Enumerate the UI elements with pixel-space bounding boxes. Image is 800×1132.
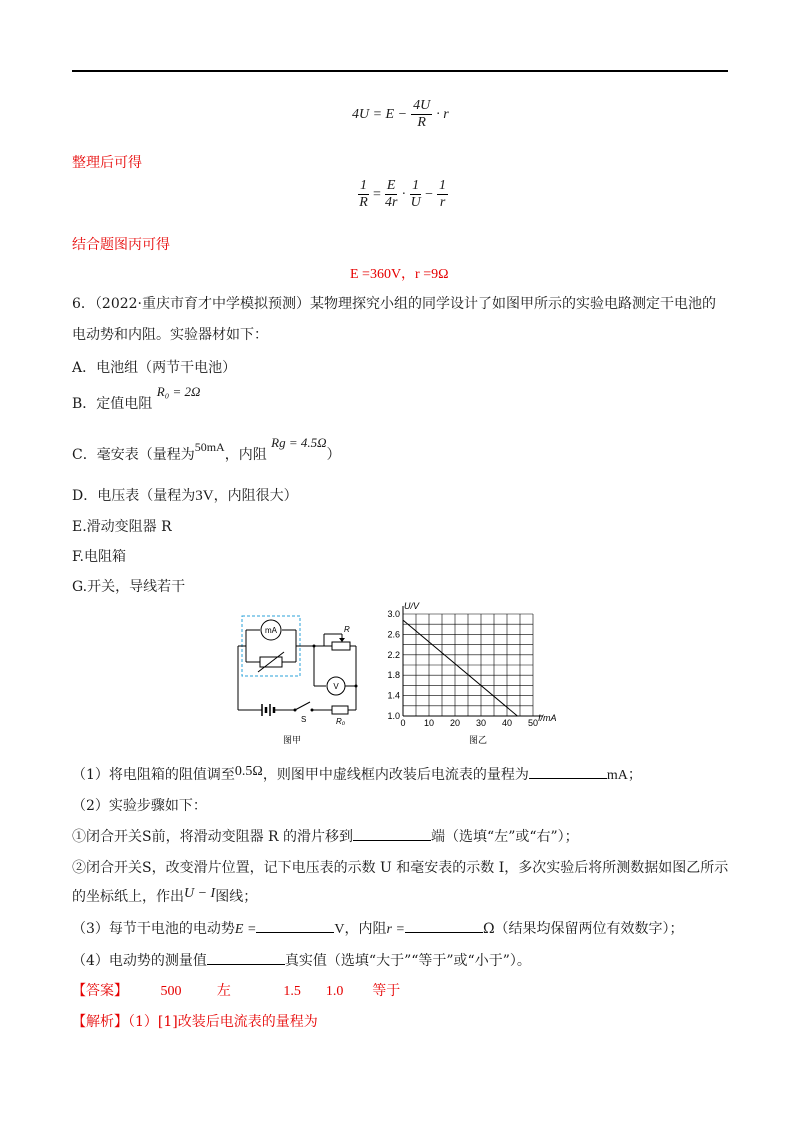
chart-ticks [387,609,538,728]
circuit-diagram [232,612,362,746]
step-text-2: 结合题图丙可得 [72,237,170,253]
q6-line1: 6．（2022·重庆市育才中学模拟预测）某物理探究小组的同学设计了如图甲所示的实验电路测定干电池的 [72,296,716,312]
y-tick-label: 1.4 [387,690,400,701]
chart-grid [403,606,543,716]
option-a: A．电池组（两节干电池） [72,360,237,376]
subquestion-4: （4）电动势的测量值 真实值（选填“大于”“等于”或“小于”）。 [72,950,531,970]
blank-2[interactable] [353,826,431,841]
eq1-right: · r [436,106,449,122]
r0-formula: R₀ = 2Ω [156,384,201,399]
blank-4[interactable] [405,918,483,933]
option-b: B．定值电阻 R₀ = 2Ω [72,384,201,412]
equation-1 [352,98,449,131]
y-tick-label: 1.0 [387,711,400,721]
y-tick-label: 1.8 [387,670,400,681]
eq1-left: 4U = E − [352,106,408,122]
eq2-term-b: $\frac{1}{U}$ [410,178,421,210]
step-b-line2: 的坐标纸上，作出U − I图线； [72,886,258,905]
equation-2: $\frac{1}{R}$ = $\frac{E}{4r}$ · $\frac{1}{U}$ − $\frac{1}{r}$ [359,178,447,210]
graph-caption: 图乙 [468,735,488,745]
x-axis-label: I/mA [538,713,557,723]
subquestion-2: （2）实验步骤如下： [72,798,207,814]
y-tick-label: 2.2 [387,649,400,660]
y-axis-label: U/V [404,601,420,611]
step-b-line1: ②闭合开关S，改变滑片位置，记下电压表的示数 U 和毫安表的示数 I，多次实验后将所测数据如图乙所示 [72,860,729,876]
x-tick-label: 0 [400,718,406,728]
svg-text:R: R [344,625,350,634]
svg-text:S: S [301,715,307,724]
rheostat-icon [332,642,350,650]
x-tick-label: 10 [423,718,435,728]
result-text: E =360V，r =9Ω [350,267,449,282]
x-tick-label: 20 [449,718,461,728]
y-tick-label: 3.0 [387,609,400,619]
blank-3[interactable] [256,918,334,933]
analysis-label: 【解析】 [72,1014,128,1030]
svg-text:V: V [333,682,339,691]
subquestion-1: （1）将电阻箱的阻值调至0.5Ω，则图甲中虚线框内改装后电流表的量程为 mA； [72,764,642,783]
top-rule [72,70,728,72]
circuit-caption: 图甲 [282,735,302,745]
eq2-lhs: $\frac{1}{R}$ [359,178,368,210]
u-i-chart [378,600,578,746]
switch-icon [295,702,310,710]
option-f: F.电阻箱 [72,549,126,565]
subquestion-3: （3）每节干电池的电动势E = V，内阻r = Ω（结果均保留两位有效数字）； [72,918,684,938]
svg-text:R₀: R₀ [336,717,346,726]
option-c: C．毫安表（量程为50mA，内阻 Rg = 4.5Ω） [72,435,341,463]
x-tick-label: 50 [527,718,539,728]
eq2-term-a: $\frac{E}{4r}$ [384,178,398,210]
blank-5[interactable] [207,950,285,965]
eq1-num: 4U [413,98,431,113]
step-text-1: 整理后可得 [72,155,142,171]
analysis-line: 【解析】（1）[1]改装后电流表的量程为 [72,1014,318,1030]
step-a: ①闭合开关S前，将滑动变阻器 R 的滑片移到 端（选填“左”或“右”）； [72,826,579,846]
y-tick-label: 2.6 [387,629,400,640]
svg-text:mA: mA [265,626,277,635]
answer-label: 【答案】 [72,983,128,999]
answer-line: 【答案】 500 左 1.5 1.0 等于 [72,983,401,999]
x-tick-label: 30 [475,718,487,728]
rg-formula: Rg = 4.5Ω [271,435,327,450]
eq1-den: R [417,115,426,130]
blank-1[interactable] [529,764,607,779]
eq2-term-c: $\frac{1}{r}$ [439,178,447,210]
fixed-resistor-icon [332,706,348,714]
q6-line2: 电动势和内阻。实验器材如下： [72,327,268,343]
eq1-fraction [411,98,432,131]
option-d: D．电压表（量程为3V，内阻很大） [72,488,298,504]
option-e: E.滑动变阻器 R [72,519,172,535]
x-tick-label: 40 [501,718,513,728]
option-g: G.开关，导线若干 [72,579,186,595]
